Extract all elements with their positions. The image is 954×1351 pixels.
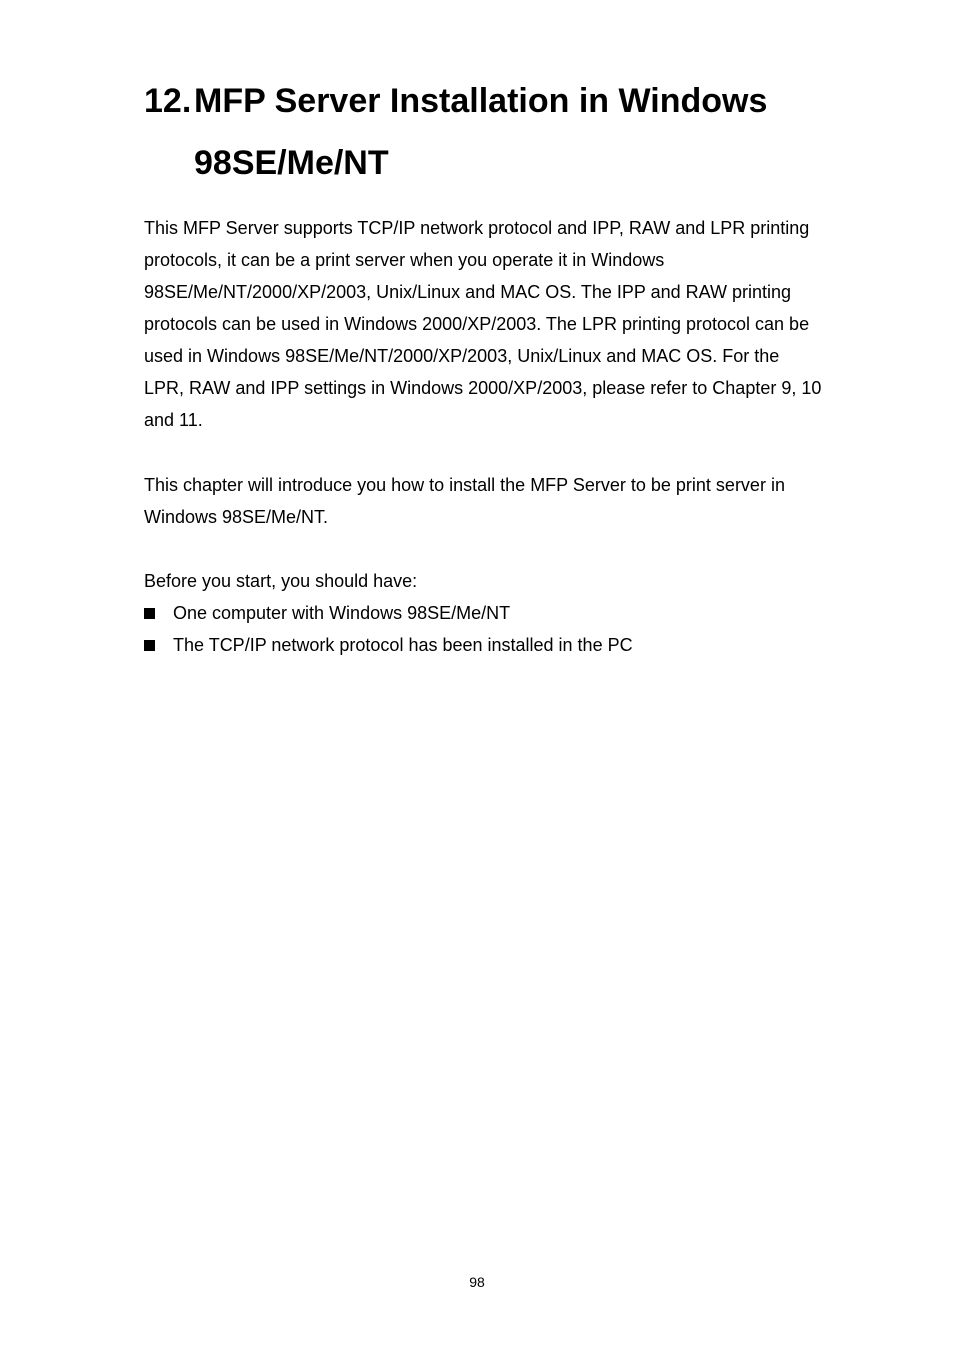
page-number: 98	[469, 1274, 485, 1290]
prerequisites-intro: Before you start, you should have:	[144, 571, 418, 591]
prerequisites-list	[144, 597, 824, 661]
list-item-text: The TCP/IP network protocol has been installed in the PC	[173, 635, 633, 655]
intro-paragraph: This MFP Server supports TCP/IP network protocol and IPP, RAW and LPR printing protocols, it can be a print server when you operate it in Windows 98SE/Me/NT/2000/XP/2003, Unix/Linux and MAC OS. The IPP and RAW printing protocols can be used in Windows 2000/XP/2003. The LPR printing protocol can be used in Windows 98SE/Me/NT/2000/XP/2003, Unix/Linux and MAC OS. For the LPR, RAW and IPP settings in Windows 2000/XP/2003, please refer to Chapter 9, 10 and 11.	[144, 218, 822, 430]
square-bullet-icon	[144, 608, 155, 619]
square-bullet-icon	[144, 640, 155, 651]
list-item	[144, 597, 824, 629]
chapter-number: 12.	[144, 82, 192, 120]
chapter-heading	[144, 70, 824, 194]
chapter-title: MFP Server Installation in Windows 98SE/Me/NT	[194, 82, 768, 182]
list-item	[144, 629, 824, 661]
list-item-text: One computer with Windows 98SE/Me/NT	[173, 603, 511, 623]
chapter-overview-paragraph: This chapter will introduce you how to install the MFP Server to be print server in Windows 98SE/Me/NT.	[144, 475, 785, 527]
